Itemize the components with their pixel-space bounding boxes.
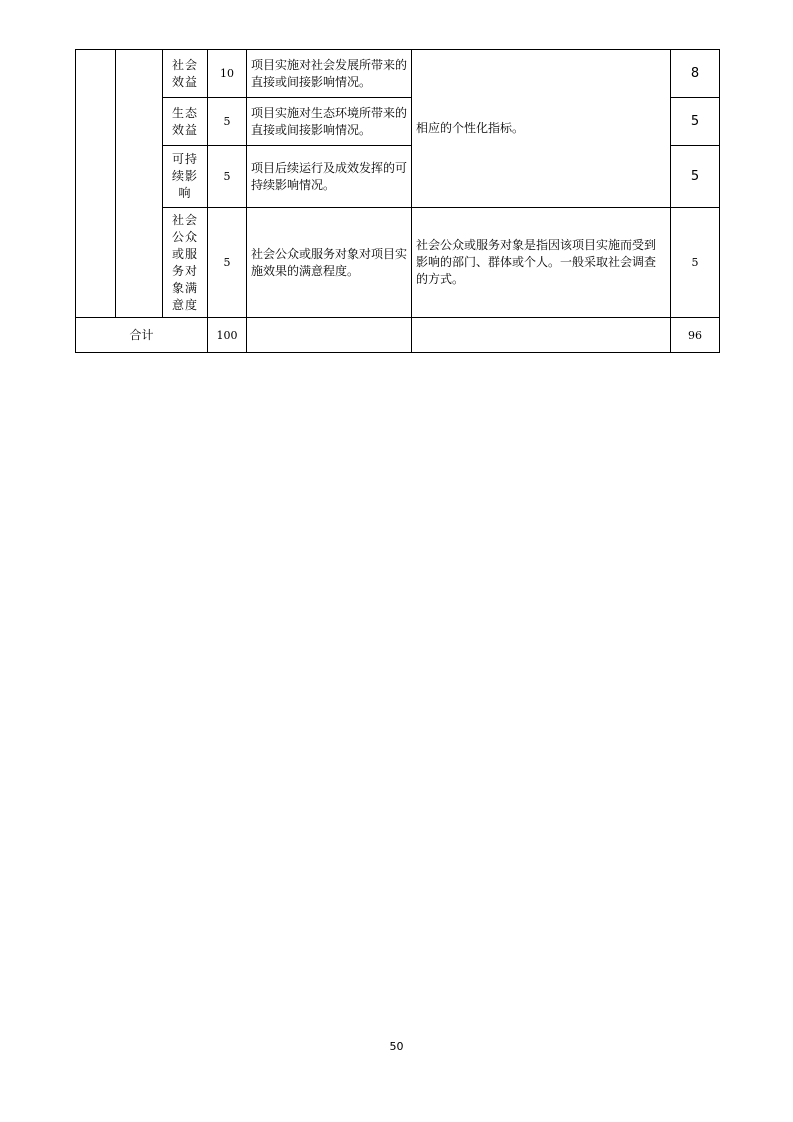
score-cell: 5 bbox=[671, 208, 720, 318]
total-score: 96 bbox=[671, 318, 720, 353]
subcategory-cell: 社会公众或服务对象满意度 bbox=[163, 208, 208, 318]
subcategory-cell: 社会效益 bbox=[163, 50, 208, 98]
total-description-cell bbox=[247, 318, 412, 353]
performance-score-table bbox=[75, 49, 720, 353]
total-weight: 100 bbox=[208, 318, 247, 353]
subcategory-cell: 可持续影响 bbox=[163, 146, 208, 208]
page-number: 50 bbox=[389, 1040, 404, 1053]
score-cell: 8 bbox=[671, 50, 720, 98]
total-standard-cell bbox=[412, 318, 671, 353]
standard-cell: 社会公众或服务对象是指因该项目实施而受到影响的部门、群体或个人。一般采取社会调查的方式。 bbox=[412, 208, 671, 318]
weight-cell: 5 bbox=[208, 98, 247, 146]
table-row bbox=[76, 50, 720, 98]
score-cell: 5 bbox=[671, 98, 720, 146]
table-row bbox=[76, 208, 720, 318]
description-cell: 项目后续运行及成效发挥的可持续影响情况。 bbox=[247, 146, 412, 208]
secondary-category-cell bbox=[116, 50, 163, 318]
description-cell: 项目实施对社会发展所带来的直接或间接影响情况。 bbox=[247, 50, 412, 98]
weight-cell: 10 bbox=[208, 50, 247, 98]
description-cell: 项目实施对生态环境所带来的直接或间接影响情况。 bbox=[247, 98, 412, 146]
weight-cell: 5 bbox=[208, 208, 247, 318]
description-cell: 社会公众或服务对象对项目实施效果的满意程度。 bbox=[247, 208, 412, 318]
category-cell bbox=[76, 50, 116, 318]
standard-cell: 相应的个性化指标。 bbox=[412, 50, 671, 208]
weight-cell: 5 bbox=[208, 146, 247, 208]
subcategory-cell: 生态效益 bbox=[163, 98, 208, 146]
total-row bbox=[76, 318, 720, 353]
score-cell: 5 bbox=[671, 146, 720, 208]
total-label: 合计 bbox=[76, 318, 208, 353]
